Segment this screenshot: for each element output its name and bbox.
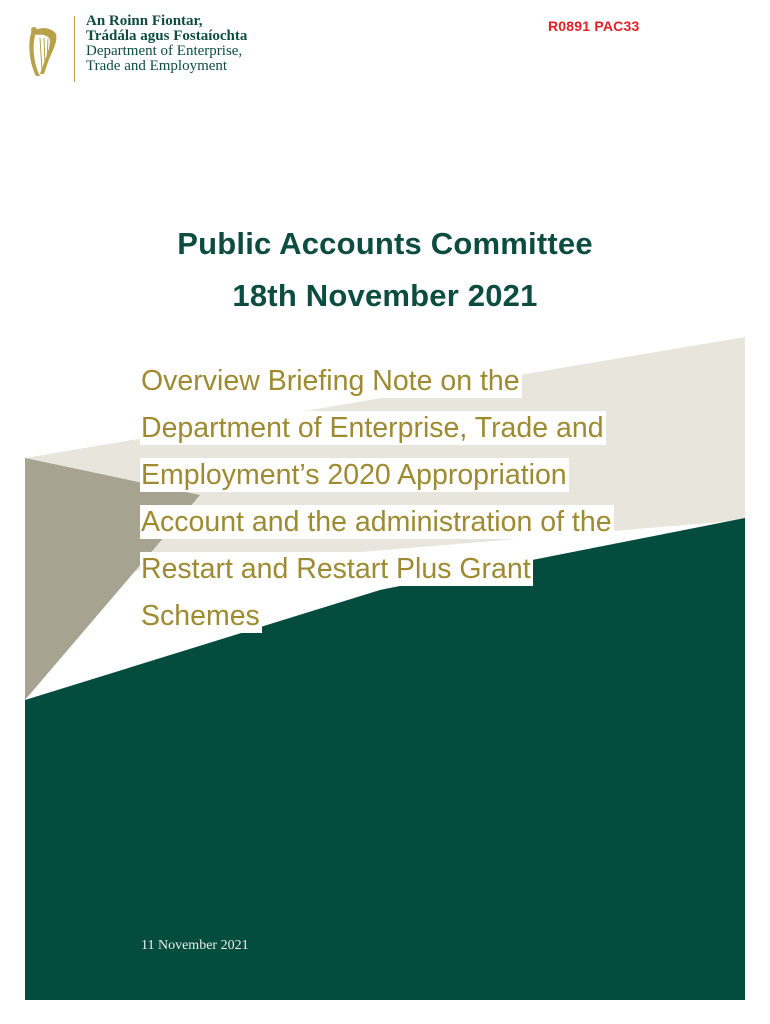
department-name-english-line1: Department of Enterprise,: [86, 43, 243, 59]
department-name-block: [86, 14, 247, 74]
subtitle-line: Employment’s 2020 Appropriation: [141, 459, 567, 491]
subtitle-line: Schemes: [141, 600, 260, 632]
publication-date: 11 November 2021: [141, 938, 249, 953]
document-title: [0, 218, 770, 322]
subtitle-line: Department of Enterprise, Trade and: [141, 412, 604, 444]
subtitle-line: Overview Briefing Note on the: [141, 365, 520, 397]
reference-code: R0891 PAC33: [548, 18, 640, 34]
department-name-english-line2: Trade and Employment: [86, 58, 228, 74]
harp-icon: [22, 22, 62, 80]
subtitle-line: Restart and Restart Plus Grant: [141, 553, 531, 585]
title-committee: Public Accounts Committee: [177, 226, 593, 261]
header-divider: [74, 16, 75, 82]
department-name-irish-line2: Trádála agus Fostaíochta: [86, 28, 248, 44]
document-subtitle: [140, 364, 740, 646]
title-date: 18th November 2021: [232, 278, 538, 313]
subtitle-line: Account and the administration of the: [141, 506, 612, 538]
department-name-irish-line1: An Roinn Fiontar,: [86, 13, 203, 29]
